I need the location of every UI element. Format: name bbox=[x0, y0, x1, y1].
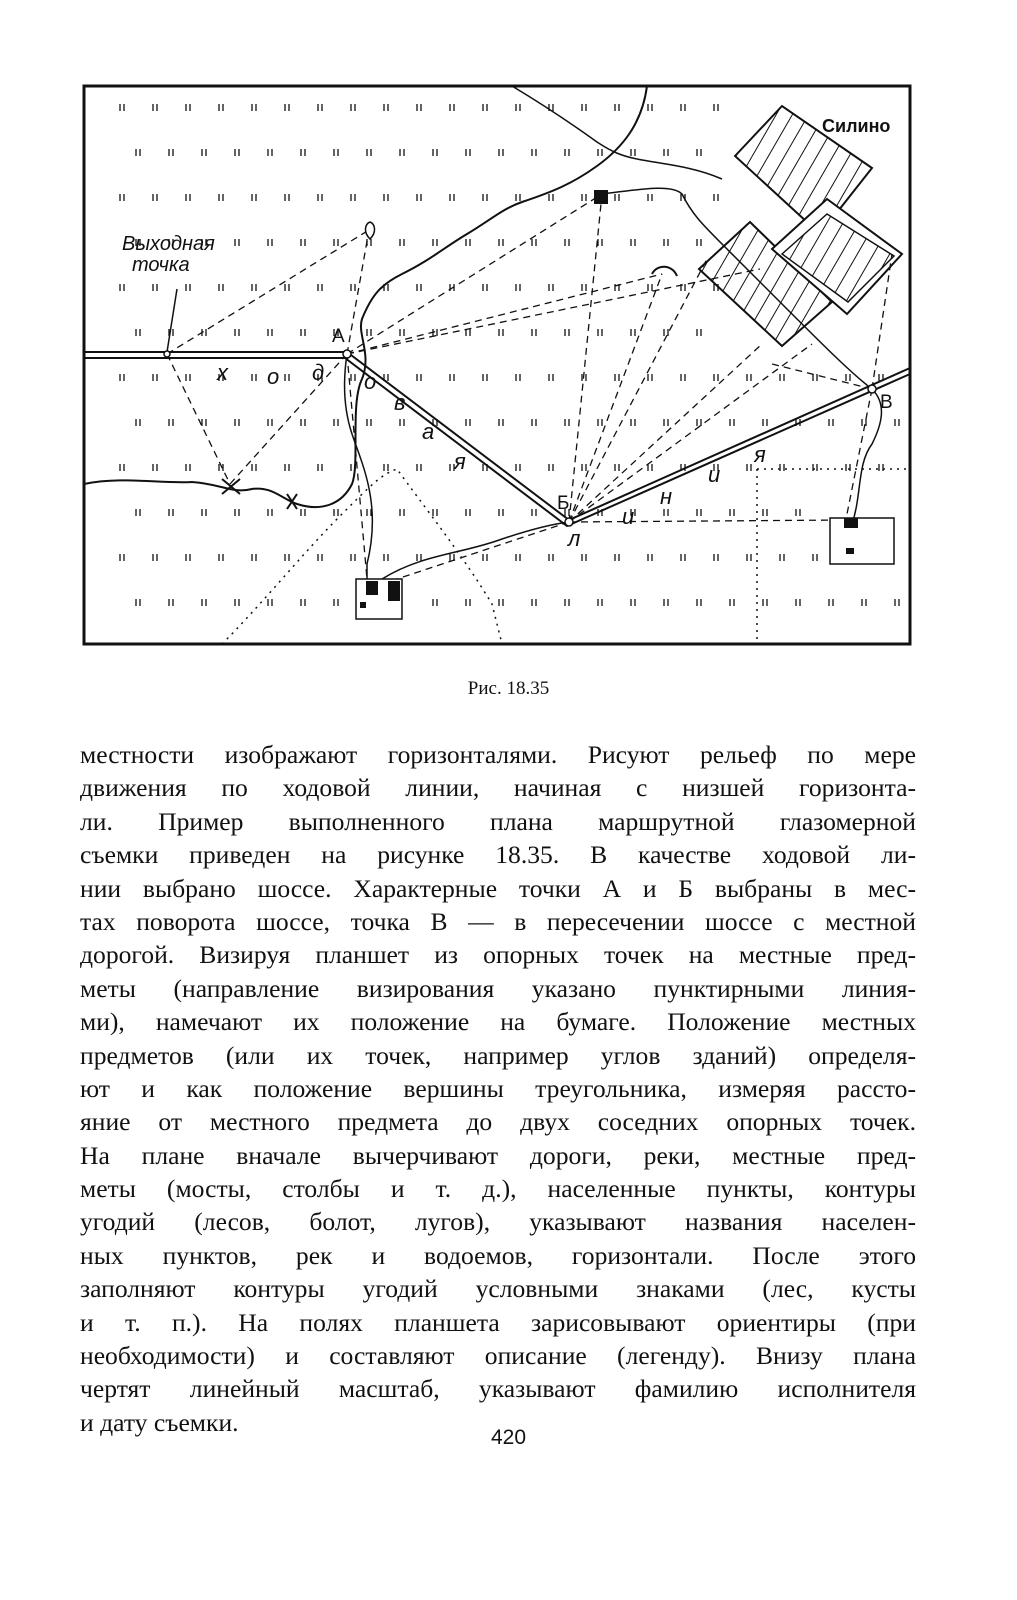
text-line: съемки приведен на рисунке 18.35. В качестве ходовой ли- bbox=[80, 840, 916, 870]
route-survey-map bbox=[82, 84, 912, 646]
route-letter: я bbox=[754, 442, 766, 467]
figure-caption: Рис. 18.35 bbox=[467, 678, 550, 699]
text-line: необходимости) и составляют описание (легенду). Внизу плана bbox=[80, 1341, 916, 1371]
route-letter: д bbox=[312, 360, 325, 385]
route-letter: л bbox=[568, 526, 581, 551]
route-letter: х bbox=[217, 360, 228, 385]
text-line: нии выбрано шоссе. Характерные точки А и Б выбраны в мес- bbox=[80, 873, 916, 903]
text-line: ют и как положение вершины треугольника, измеряя рассто- bbox=[80, 1073, 916, 1103]
route-letter: я bbox=[454, 449, 466, 474]
text-line: тах поворота шоссе, точка В — в пересечении шоссе с местной bbox=[80, 906, 916, 936]
text-line: меты (направление визирования указано пунктирными линия- bbox=[80, 973, 916, 1003]
route-letter: и bbox=[622, 504, 635, 529]
start-point-label-line2: точка bbox=[132, 254, 190, 276]
route-letter: в bbox=[394, 390, 406, 415]
text-line: меты (мосты, столбы и т. д.), населенные пункты, контуры bbox=[80, 1174, 916, 1204]
text-line: местности изображают горизонталями. Рисуют рельеф по мере bbox=[80, 740, 916, 769]
text-line: яние от местного предмета до двух соседних опорных точек. bbox=[80, 1107, 916, 1137]
route-letter: и bbox=[708, 462, 721, 487]
village-label: Силино bbox=[822, 116, 891, 136]
route-letter: о bbox=[267, 364, 280, 389]
text-line: На плане вначале вычерчивают дороги, реки, местные пред- bbox=[80, 1140, 916, 1170]
text-line: чертят линейный масштаб, указывают фамилию исполнителя bbox=[80, 1374, 916, 1404]
text-line: заполняют контуры угодий условными знаками (лес, кусты bbox=[80, 1274, 916, 1304]
point-v-label: В bbox=[880, 392, 893, 413]
text-line: предметов (или их точек, например углов зданий) определя- bbox=[80, 1040, 916, 1070]
text-line: и дату съемки. bbox=[80, 1407, 239, 1437]
body-text bbox=[80, 738, 916, 1439]
route-letter: о bbox=[364, 369, 377, 394]
start-point-label-line1: Выходная bbox=[122, 233, 215, 255]
point-a-label: А bbox=[332, 326, 345, 347]
text-line: ми), намечают их положение на бумаге. Положение местных bbox=[80, 1007, 916, 1037]
point-b-label: Б bbox=[557, 493, 570, 514]
text-line: угодий (лесов, болот, лугов), указывают названия населен- bbox=[80, 1207, 916, 1237]
text-line: движения по ходовой линии, начиная с низшей горизонта- bbox=[80, 773, 916, 803]
text-line: и т. п.). На полях планшета зарисовывают ориентиры (при bbox=[80, 1307, 916, 1337]
page-number: 420 bbox=[490, 1426, 527, 1449]
text-line: ных пунктов, рек и водоемов, горизонтали. После этого bbox=[80, 1240, 916, 1270]
text-line: дорогой. Визируя планшет из опорных точек на местные пред- bbox=[80, 940, 916, 970]
text-line: ли. Пример выполненного плана маршрутной глазомерной bbox=[80, 806, 916, 836]
route-letter: н bbox=[660, 484, 673, 509]
route-letter: а bbox=[422, 419, 435, 444]
